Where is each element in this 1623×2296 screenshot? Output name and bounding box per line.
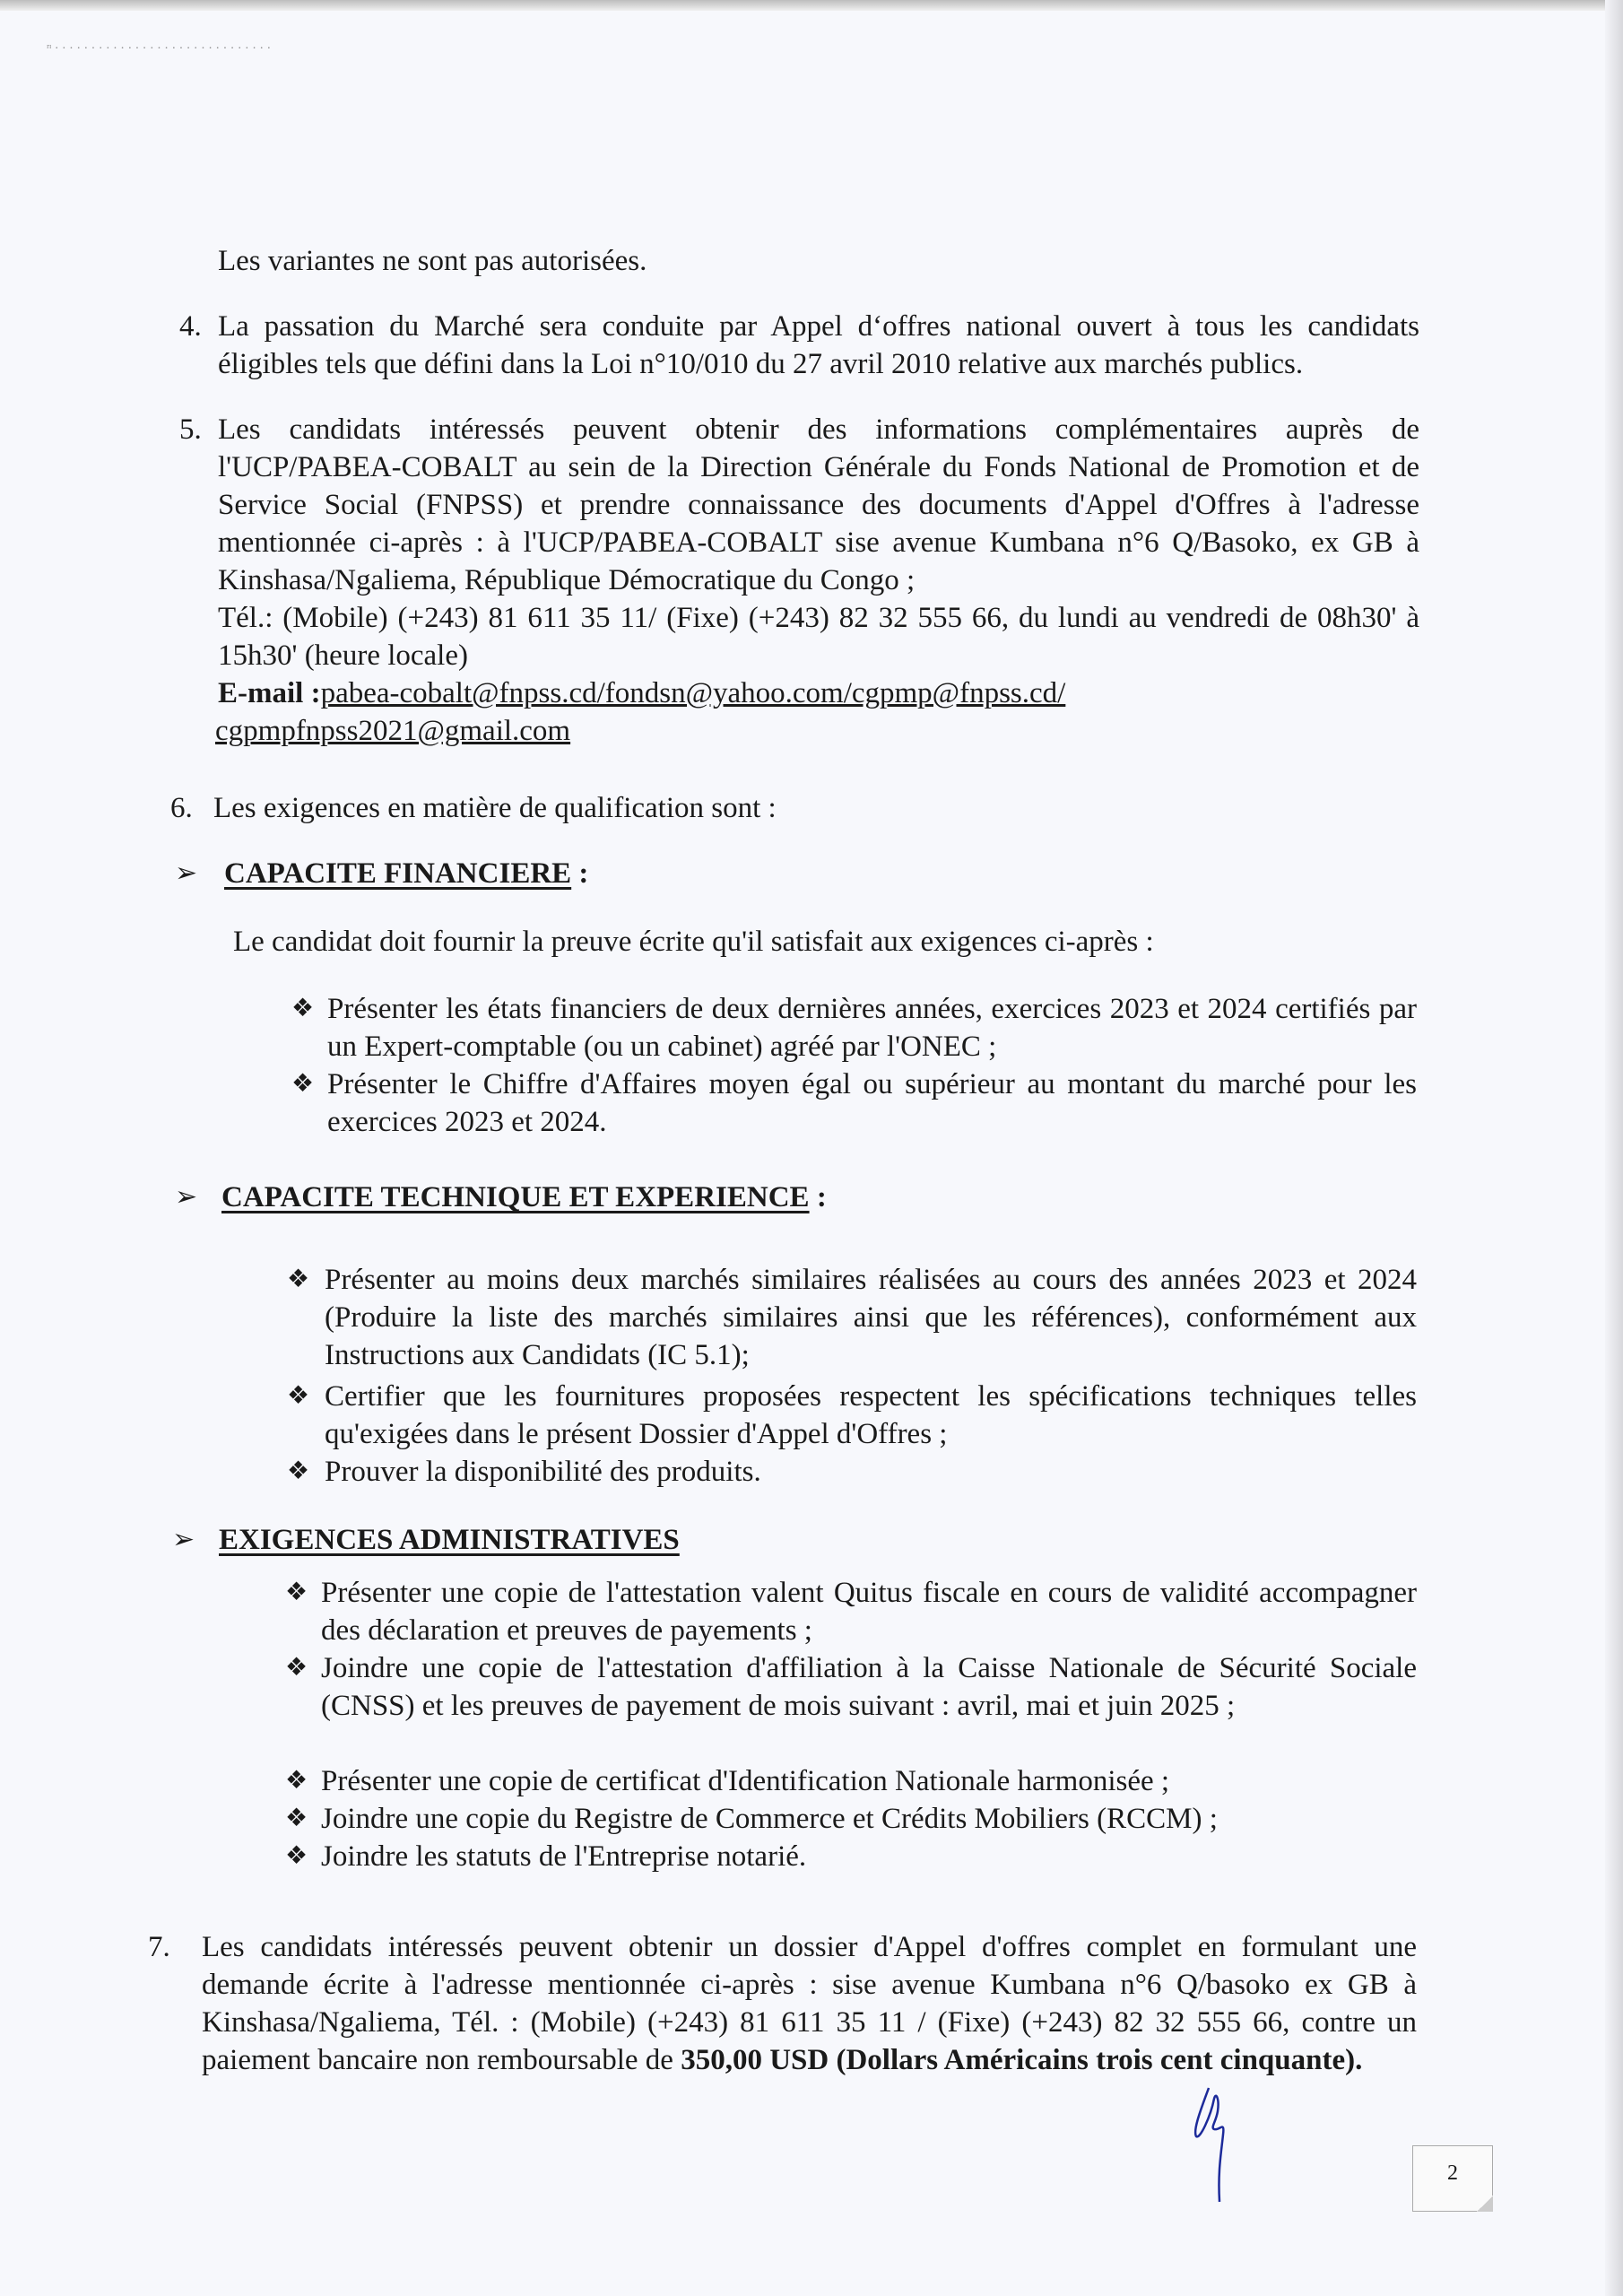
item-5-block [215, 411, 1419, 750]
admin-bullet: Joindre une copie du Registre de Commerce et Crédits Mobiliers (RCCM) ; [321, 1803, 1218, 1835]
admin-heading: EXIGENCES ADMINISTRATIVES [219, 1524, 680, 1556]
scan-right-edge [1605, 0, 1623, 2296]
arrow-bullet-icon: ➢ [175, 858, 198, 888]
email-label: E-mail : [218, 677, 321, 709]
variants-note: Les variantes ne sont pas autorisées. [218, 245, 647, 277]
technical-heading: CAPACITE TECHNIQUE ET EXPERIENCE : [221, 1181, 827, 1213]
admin-bullet: Présenter une copie de certificat d'Identification Nationale harmonisée ; [321, 1765, 1170, 1797]
item-5-text: Les candidats intéressés peuvent obtenir des informations complémentaires auprès de l'UCP/PABEA-COBALT au sein de la Direction Générale du Fonds National de Promotion et de Service Social (FNPSS) et prendre connaissance des documents d'Appel d'Offres à l'adresse mentionnée ci-après : à l'UCP/PABEA-COBALT sise avenue Kumbana n°6 Q/Basoko, ex GB à Kinshasa/Ngaliema, République Démocratique du Congo ; [218, 413, 1419, 596]
item-7-fee: 350,00 USD (Dollars Américains trois cent cinquante). [681, 2044, 1363, 2076]
diamond-bullet-icon: ❖ [285, 1578, 308, 1606]
item-4-text: La passation du Marché sera conduite par Appel d‘offres national ouvert à tous les candidats éligibles tels que défini dans la Loi n°10/010 du 27 avril 2010 relative aux marchés publics. [218, 310, 1419, 380]
arrow-bullet-icon: ➢ [172, 1525, 195, 1554]
admin-bullet: Joindre les statuts de l'Entreprise notarié. [321, 1840, 807, 1873]
item-7-text: Les candidats intéressés peuvent obtenir un dossier d'Appel d'offres complet en formulant une demande écrite à l'adresse mentionnée ci-après : sise avenue Kumbana n°6 Q/basoko ex GB à Kinshasa/Ngaliema, Tél. : (Mobile) (+243) 81 611 35 11 / (Fixe) (+243) 82 32 555 66, contre un paiement bancaire non remboursable de 350,00 USD (Dollars Américains trois cent cinquante). [202, 1931, 1417, 2076]
diamond-bullet-icon: ❖ [287, 1457, 310, 1485]
technical-bullet: Présenter au moins deux marchés similaires réalisées au cours des années 2023 et 2024 (Produire la liste des marchés similaires ainsi que les références), conformément aux Instructions aux Candidats (IC 5.1); [325, 1264, 1417, 1371]
item-5-tel: Tél.: (Mobile) (+243) 81 611 35 11/ (Fixe) (+243) 82 32 555 66, du lundi au vendredi de 08h30' à 15h30' (heure locale) [218, 602, 1419, 672]
diamond-bullet-icon: ❖ [285, 1842, 308, 1870]
admin-bullet: Joindre une copie de l'attestation d'affiliation à la Caisse Nationale de Sécurité Sociale (CNSS) et les preuves de payement de mois suivant : avril, mai et juin 2025 ; [321, 1652, 1417, 1722]
item-6-text: Les exigences en matière de qualification sont : [213, 792, 777, 824]
item-5-email-line [215, 674, 1419, 750]
technical-bullet: Prouver la disponibilité des produits. [325, 1456, 761, 1488]
scan-header-marks: ʳᶦ · · · · · · · · · · · · · · · · · · · · · · · · · · · · · · [47, 42, 272, 56]
financial-heading: CAPACITE FINANCIERE : [224, 857, 589, 890]
diamond-bullet-icon: ❖ [291, 995, 315, 1022]
page-number: 2 [1412, 2145, 1493, 2212]
financial-intro: Le candidat doit fournir la preuve écrite qu'il satisfait aux exigences ci-après : [233, 926, 1154, 958]
item-5-number: 5. [179, 413, 202, 446]
arrow-bullet-icon: ➢ [175, 1182, 198, 1212]
item-7-number: 7. [148, 1931, 170, 1963]
email-link-2[interactable]: cgpmpfnpss2021@gmail.com [215, 715, 571, 747]
diamond-bullet-icon: ❖ [285, 1767, 308, 1795]
financial-bullet: Présenter les états financiers de deux dernières années, exercices 2023 et 2024 certifiés par un Expert-comptable (ou un cabinet) agréé par l'ONEC ; [327, 993, 1417, 1063]
technical-bullet: Certifier que les fournitures proposées respectent les spécifications techniques telles qu'exigées dans le présent Dossier d'Appel d'Offres ; [325, 1380, 1417, 1450]
diamond-bullet-icon: ❖ [287, 1382, 310, 1410]
financial-bullet: Présenter le Chiffre d'Affaires moyen égal ou supérieur au montant du marché pour les exercices 2023 et 2024. [327, 1068, 1417, 1138]
admin-bullet: Présenter une copie de l'attestation valent Quitus fiscale en cours de validité accompagner des déclaration et preuves de payements ; [321, 1577, 1417, 1647]
diamond-bullet-icon: ❖ [287, 1265, 310, 1293]
diamond-bullet-icon: ❖ [291, 1070, 315, 1098]
email-link-1[interactable]: pabea-cobalt@fnpss.cd/fondsn@yahoo.com/cgpmp@fnpss.cd/ [320, 677, 1066, 709]
item-4-number: 4. [179, 310, 202, 343]
item-6-number: 6. [170, 792, 193, 824]
diamond-bullet-icon: ❖ [285, 1654, 308, 1682]
diamond-bullet-icon: ❖ [285, 1805, 308, 1832]
scan-top-edge [0, 0, 1623, 11]
signature-initials [1184, 2081, 1246, 2206]
